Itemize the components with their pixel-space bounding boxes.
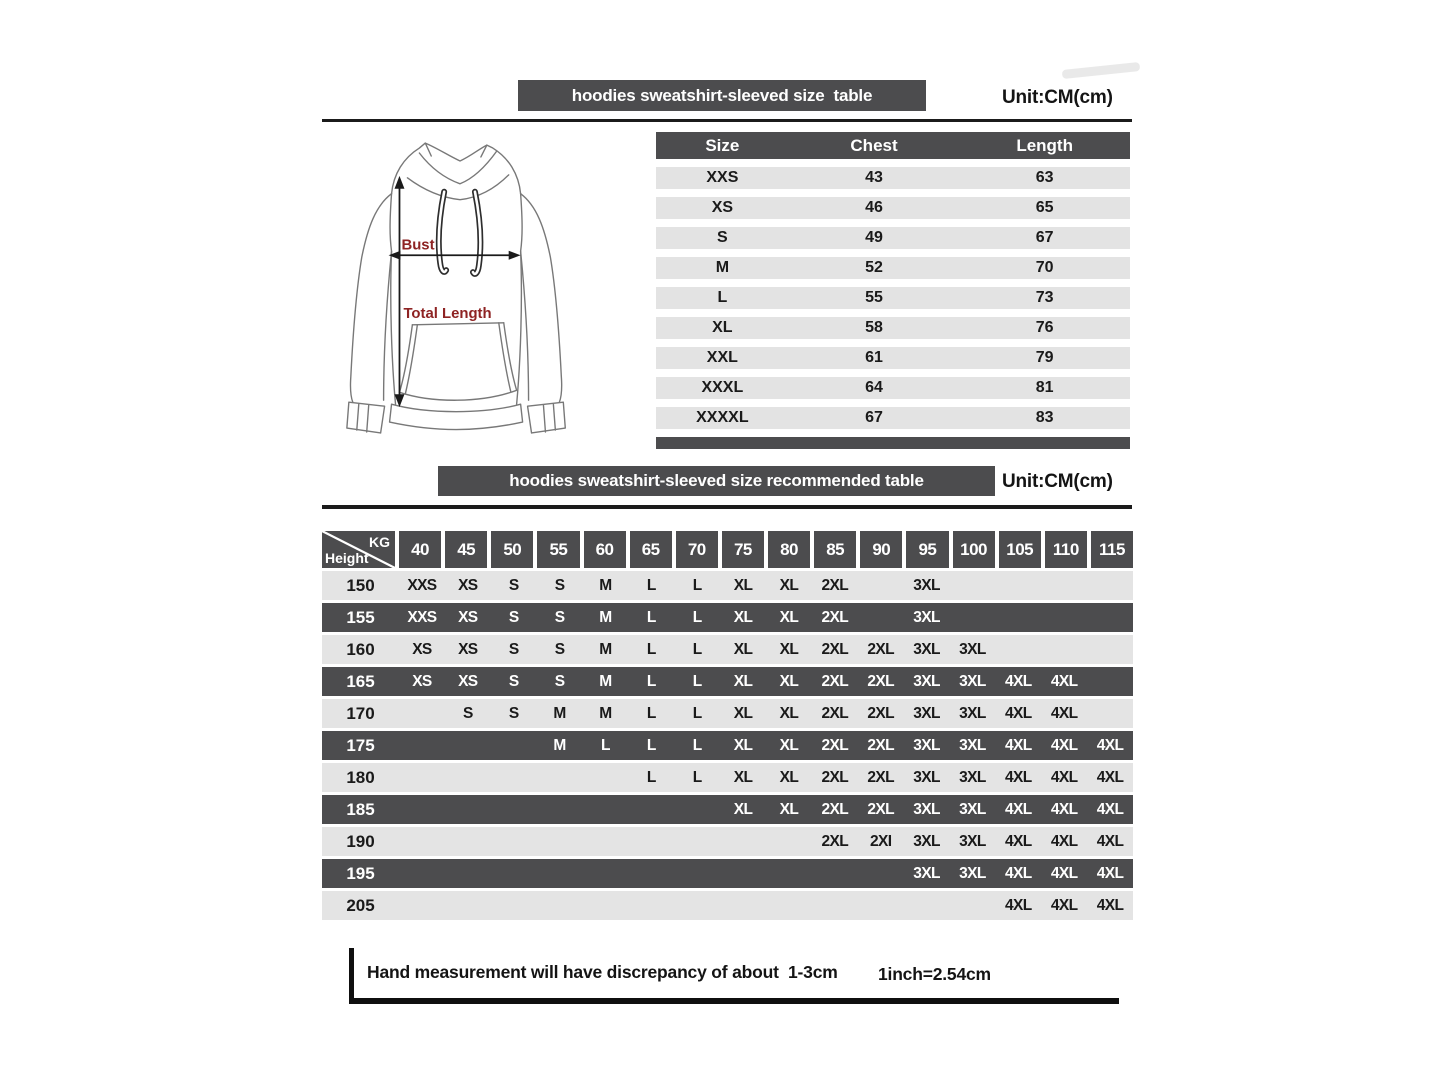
size-recommendation-cell: XL	[733, 608, 753, 626]
chest-cell: 43	[865, 169, 883, 186]
size-recommendation-cell: 4XL	[1096, 736, 1124, 754]
size-recommendation-cell: 4XL	[1050, 896, 1078, 914]
size-recommendation-cell: L	[646, 576, 656, 594]
height-label: 160	[346, 639, 375, 659]
size-recommendation-cell: M	[599, 640, 612, 658]
bust-label: Bust	[401, 237, 435, 254]
size-recommendation-cell: 2XL	[821, 640, 849, 658]
size-cell: S	[717, 229, 728, 246]
size-recommendation-cell: L	[646, 736, 656, 754]
length-cell: 83	[1035, 409, 1054, 426]
size-cell: L	[717, 289, 728, 306]
size-table-row	[656, 347, 1130, 369]
length-cell: 81	[1035, 379, 1054, 396]
size-recommendation-cell: XS	[412, 672, 432, 690]
size-recommendation-cell: 2XL	[821, 576, 849, 594]
size-recommendation-cell: 3XL	[913, 864, 940, 882]
size-recommendation-cell: L	[692, 704, 702, 722]
size-cell: XS	[711, 199, 734, 216]
size-table-row	[656, 227, 1130, 249]
size-recommendation-cell: XL	[779, 640, 799, 658]
size-recommendation-cell: L	[646, 640, 656, 658]
chest-cell: 64	[865, 379, 883, 396]
length-cell: 70	[1035, 259, 1054, 276]
size-recommendation-cell: 4XL	[1050, 864, 1078, 882]
weight-header-cell: 60	[584, 531, 626, 568]
size-recommendation-cell: S	[462, 704, 473, 722]
size-recommendation-cell: 4XL	[1096, 832, 1124, 850]
size-recommendation-cell: XS	[458, 576, 478, 594]
size-recommendation-cell: L	[646, 704, 656, 722]
size-table	[656, 132, 1130, 449]
size-recommendation-cell: S	[508, 576, 519, 594]
size-recommendation-cell: 4XL	[1050, 704, 1078, 722]
size-recommendation-cell: L	[646, 672, 656, 690]
recommended-table	[322, 531, 1133, 920]
size-recommendation-cell: 3XL	[959, 832, 986, 850]
size-recommendation-cell: 2XL	[867, 768, 894, 786]
unit-label-bottom: Unit:CM(cm)	[1002, 471, 1113, 492]
size-recommendation-cell: 4XL	[1004, 800, 1032, 818]
size-recommendation-cell: XS	[458, 608, 478, 626]
size-recommendation-cell: 2XL	[867, 672, 894, 690]
height-label: 170	[346, 703, 375, 723]
size-recommendation-cell: 4XL	[1004, 736, 1032, 754]
matrix-row	[322, 603, 1133, 632]
scan-artifact	[1062, 62, 1141, 79]
matrix-row	[322, 859, 1133, 888]
footnote-bottom-bar	[349, 998, 1119, 1004]
weight-header-cell: 95	[906, 531, 948, 568]
matrix-header	[322, 531, 1133, 568]
size-recommendation-cell: XL	[733, 576, 753, 594]
size-recommendation-cell: S	[508, 672, 519, 690]
size-recommendation-cell: 4XL	[1096, 768, 1124, 786]
size-recommendation-cell: 2XL	[821, 608, 849, 626]
size-table-row	[656, 257, 1130, 279]
weight-header-cell: 45	[445, 531, 487, 568]
footnote-conversion: 1inch=2.54cm	[878, 964, 991, 984]
size-recommendation-cell: 3XL	[913, 640, 940, 658]
total-length-label: Total Length	[403, 305, 492, 322]
weight-header-cell: 110	[1045, 531, 1087, 568]
size-recommendation-cell: S	[508, 640, 519, 658]
height-label: 195	[346, 863, 375, 883]
size-recommendation-cell: 2XI	[869, 832, 892, 850]
length-cell: 63	[1035, 169, 1054, 186]
size-recommendation-cell: S	[554, 672, 565, 690]
size-recommendation-cell: 3XL	[913, 704, 940, 722]
unit-label-top: Unit:CM(cm)	[1002, 87, 1113, 108]
size-cell: XXL	[706, 349, 738, 366]
size-recommendation-cell: 2XL	[821, 768, 849, 786]
size-recommendation-cell: S	[554, 608, 565, 626]
height-label: 165	[346, 671, 375, 691]
size-recommendation-cell: L	[646, 768, 656, 786]
size-recommendation-cell: S	[554, 640, 565, 658]
weight-header-cell: 75	[722, 531, 764, 568]
recommended-table-title: hoodies sweatshirt-sleeved size recommended table	[438, 466, 995, 496]
size-recommendation-cell: L	[692, 768, 702, 786]
size-recommendation-cell: XXS	[407, 608, 437, 626]
matrix-row	[322, 667, 1133, 696]
size-recommendation-cell: 3XL	[959, 672, 986, 690]
weight-header-cell: 105	[999, 531, 1041, 568]
size-recommendation-cell: M	[599, 704, 612, 722]
size-cell: XXXL	[701, 379, 744, 396]
size-recommendation-cell: S	[508, 608, 519, 626]
matrix-row	[322, 635, 1133, 664]
chest-cell: 55	[865, 289, 883, 306]
size-cell: XXXXL	[696, 409, 749, 426]
height-label: 175	[346, 735, 375, 755]
matrix-row	[322, 763, 1133, 792]
size-recommendation-cell: 3XL	[913, 608, 940, 626]
matrix-row	[322, 827, 1133, 856]
size-recommendation-cell: 4XL	[1004, 864, 1032, 882]
size-recommendation-cell: XL	[733, 672, 753, 690]
size-recommendation-cell: 4XL	[1004, 768, 1032, 786]
size-recommendation-cell: 4XL	[1050, 832, 1078, 850]
size-recommendation-cell: XL	[779, 608, 799, 626]
size-recommendation-cell: S	[508, 704, 519, 722]
height-label: 180	[346, 767, 375, 787]
divider-line	[322, 119, 1132, 122]
weight-header-cell: 50	[491, 531, 533, 568]
chest-cell: 61	[865, 349, 883, 366]
size-recommendation-cell: M	[599, 608, 612, 626]
length-cell: 67	[1035, 229, 1054, 246]
size-recommendation-cell: XL	[779, 576, 799, 594]
size-recommendation-cell: L	[692, 736, 702, 754]
size-recommendation-cell: 4XL	[1096, 800, 1124, 818]
size-recommendation-cell: 3XL	[913, 736, 940, 754]
size-recommendation-cell: 2XL	[821, 704, 849, 722]
total-length-arrow	[395, 176, 405, 407]
height-label: 155	[346, 607, 375, 627]
size-recommendation-cell: 2XL	[867, 800, 894, 818]
weight-header-cell: 100	[953, 531, 995, 568]
size-cell: XL	[712, 319, 733, 336]
size-recommendation-cell: XS	[458, 672, 478, 690]
chest-cell: 52	[865, 259, 883, 276]
chest-cell: 49	[865, 229, 883, 246]
matrix-row	[322, 571, 1133, 600]
height-label: 190	[346, 831, 375, 851]
size-recommendation-cell: 4XL	[1050, 736, 1078, 754]
size-table-column-header: Size	[705, 135, 740, 155]
size-recommendation-cell: 2XL	[867, 640, 894, 658]
size-recommendation-cell: XL	[733, 640, 753, 658]
weight-header-cell: 55	[537, 531, 579, 568]
weight-header-cell: 40	[399, 531, 441, 568]
chest-cell: 67	[865, 409, 883, 426]
size-recommendation-cell: XS	[412, 640, 432, 658]
size-recommendation-cell: XL	[733, 704, 753, 722]
corner-height-label: Height	[325, 550, 369, 566]
size-recommendation-cell: 3XL	[959, 704, 986, 722]
weight-header-cell: 90	[860, 531, 902, 568]
size-recommendation-cell: XL	[733, 800, 753, 818]
size-recommendation-cell: 2XL	[867, 736, 894, 754]
corner-kg-label: KG	[369, 534, 390, 550]
size-cell: M	[715, 259, 730, 276]
size-table-row	[656, 407, 1130, 429]
size-recommendation-cell: XL	[733, 768, 753, 786]
size-recommendation-cell: M	[553, 704, 566, 722]
size-recommendation-cell: XL	[779, 704, 799, 722]
size-recommendation-cell: 4XL	[1050, 768, 1078, 786]
size-recommendation-cell: 3XL	[913, 768, 940, 786]
length-cell: 73	[1035, 289, 1054, 306]
size-table-row	[656, 167, 1130, 189]
size-recommendation-cell: 4XL	[1050, 672, 1078, 690]
size-recommendation-cell: 3XL	[913, 800, 940, 818]
size-table-column-header: Chest	[850, 135, 898, 155]
size-recommendation-cell: XL	[733, 736, 753, 754]
size-cell: XXS	[706, 169, 739, 186]
size-recommendation-cell: M	[553, 736, 566, 754]
hoodie-diagram	[328, 131, 606, 456]
matrix-row	[322, 891, 1133, 920]
size-recommendation-cell: XL	[779, 800, 799, 818]
size-table-column-header: Length	[1016, 135, 1073, 155]
matrix-rows	[322, 571, 1133, 920]
size-table-row	[656, 377, 1130, 399]
size-recommendation-cell: L	[692, 640, 702, 658]
size-table-title: hoodies sweatshirt-sleeved size table	[518, 80, 926, 111]
weight-header-cell: 65	[630, 531, 672, 568]
size-recommendation-cell: M	[599, 576, 612, 594]
footnote-left-bar	[349, 948, 354, 1004]
size-recommendation-cell: L	[646, 608, 656, 626]
size-recommendation-cell: L	[692, 608, 702, 626]
matrix-row	[322, 699, 1133, 728]
size-recommendation-cell: 2XL	[867, 704, 894, 722]
size-recommendation-cell: 3XL	[913, 576, 940, 594]
size-recommendation-cell: 3XL	[959, 800, 986, 818]
size-recommendation-cell: M	[599, 672, 612, 690]
size-recommendation-cell: 4XL	[1004, 832, 1032, 850]
size-recommendation-cell: XS	[458, 640, 478, 658]
size-recommendation-cell: 3XL	[959, 768, 986, 786]
weight-header-cell: 85	[814, 531, 856, 568]
length-cell: 65	[1035, 199, 1054, 216]
chest-cell: 58	[865, 319, 883, 336]
size-recommendation-cell: XL	[779, 768, 799, 786]
footnote-text: Hand measurement will have discrepancy of about 1-3cm	[367, 962, 838, 982]
size-recommendation-cell: 3XL	[959, 640, 986, 658]
height-label: 205	[346, 895, 375, 915]
matrix-corner-cell	[322, 531, 395, 568]
weight-header-cell: 80	[768, 531, 810, 568]
size-recommendation-cell: S	[554, 576, 565, 594]
weight-header-cell: 70	[676, 531, 718, 568]
size-recommendation-cell: 4XL	[1096, 864, 1124, 882]
size-recommendation-cell: 3XL	[913, 832, 940, 850]
size-recommendation-cell: 4XL	[1004, 672, 1032, 690]
chest-cell: 46	[865, 199, 883, 216]
size-recommendation-cell: XL	[779, 672, 799, 690]
size-recommendation-cell: 2XL	[821, 736, 849, 754]
size-table-footer-bar	[656, 437, 1130, 449]
size-recommendation-cell: 3XL	[959, 736, 986, 754]
size-table-row	[656, 317, 1130, 339]
size-recommendation-cell: L	[601, 736, 610, 754]
size-recommendation-cell: 4XL	[1004, 704, 1032, 722]
height-label: 150	[346, 575, 375, 595]
matrix-row	[322, 795, 1133, 824]
size-recommendation-cell: XXS	[407, 576, 437, 594]
divider-line	[322, 505, 1132, 509]
size-recommendation-cell: 3XL	[913, 672, 940, 690]
matrix-row	[322, 731, 1133, 760]
height-label: 185	[346, 799, 375, 819]
size-recommendation-cell: 2XL	[821, 832, 849, 850]
size-recommendation-cell: L	[692, 576, 702, 594]
length-cell: 79	[1035, 349, 1054, 366]
size-recommendation-cell: 2XL	[821, 672, 849, 690]
size-recommendation-cell: 4XL	[1096, 896, 1124, 914]
size-table-row	[656, 287, 1130, 309]
size-recommendation-cell: 4XL	[1004, 896, 1032, 914]
size-recommendation-cell: 3XL	[959, 864, 986, 882]
weight-header-cell: 115	[1091, 531, 1133, 568]
size-table-row	[656, 197, 1130, 219]
length-cell: 76	[1035, 319, 1054, 336]
size-table-body	[656, 167, 1130, 429]
size-recommendation-cell: 4XL	[1050, 800, 1078, 818]
size-recommendation-cell: XL	[779, 736, 799, 754]
size-table-header	[656, 132, 1130, 159]
size-recommendation-cell: 2XL	[821, 800, 849, 818]
size-recommendation-cell: L	[692, 672, 702, 690]
